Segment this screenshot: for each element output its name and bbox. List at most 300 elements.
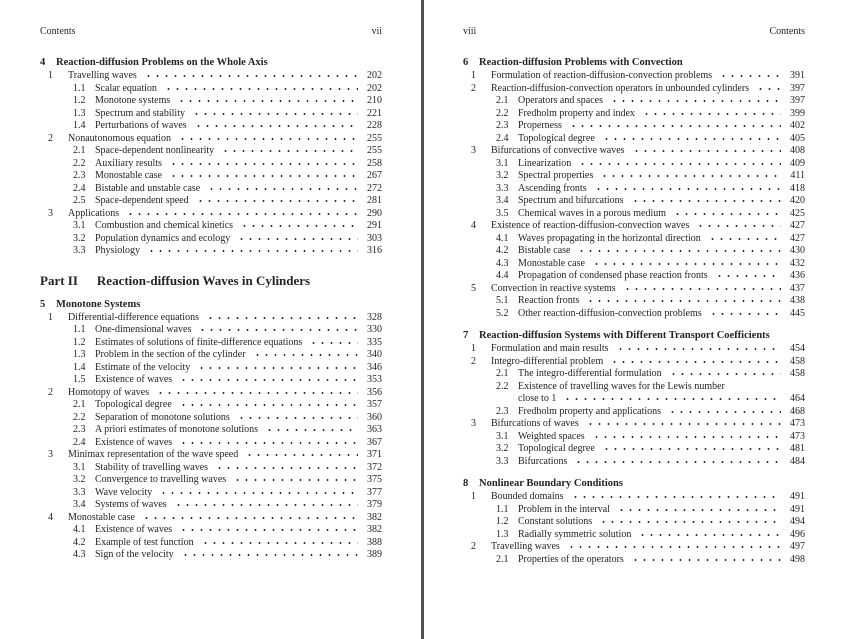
entry-page: 363	[367, 424, 382, 435]
heading-number: 4	[40, 57, 46, 68]
dot-leader	[569, 491, 782, 499]
entry-label: Travelling waves	[68, 70, 137, 81]
entry-page: 454	[790, 343, 805, 354]
toc-entry	[40, 245, 382, 258]
running-header	[463, 26, 805, 38]
dot-leader	[621, 283, 781, 291]
toc-entry	[463, 208, 805, 221]
running-header	[40, 26, 382, 38]
dot-leader	[592, 183, 781, 191]
entry-label: Homotopy of waves	[68, 386, 150, 398]
dot-leader	[213, 462, 358, 470]
toc-blocks	[40, 56, 382, 562]
entry-page: 420	[790, 195, 805, 206]
dot-leader	[576, 158, 781, 166]
entry-page: 372	[367, 461, 382, 473]
entry-label: Estimates of solutions of finite-difference equations	[95, 336, 303, 348]
entry-page: 427	[790, 220, 805, 231]
entry-number: 2	[48, 132, 53, 144]
entry-number: 2.4	[73, 436, 86, 448]
entry-number: 4.3	[496, 257, 509, 269]
dot-leader	[157, 487, 358, 495]
entry-label: Existence of waves	[95, 524, 173, 535]
heading-title: Reaction-diffusion Problems with Convection	[479, 57, 683, 68]
entry-number: 2.3	[73, 170, 86, 181]
entry-number: 2	[48, 386, 53, 398]
entry-label: Constant solutions	[518, 516, 593, 527]
entry-label: Spectral properties	[518, 170, 594, 181]
dot-leader	[567, 120, 781, 128]
entry-page: 391	[790, 70, 805, 81]
entry-page: 377	[367, 486, 382, 498]
dot-leader	[565, 541, 781, 549]
entry-number: 1	[471, 491, 476, 502]
entry-label: Spectrum and bifurcations	[518, 195, 624, 206]
chapter-block	[40, 298, 382, 562]
entry-number: 3.2	[73, 474, 86, 485]
entry-page: 402	[790, 120, 805, 131]
entry-number: 3	[48, 449, 53, 460]
dot-leader	[140, 512, 358, 520]
toc-entry	[463, 283, 805, 296]
entry-page: 494	[790, 516, 805, 527]
heading-number: 7	[463, 330, 469, 341]
entry-label: A priori estimates of monotone solutions	[95, 424, 259, 435]
toc-entry	[463, 70, 805, 83]
dot-leader	[177, 374, 358, 382]
entry-label: Scalar equation	[95, 82, 157, 94]
toc-entry	[463, 308, 805, 321]
entry-label: Propagation of condensed phase reaction fronts	[518, 270, 708, 281]
dot-leader	[572, 456, 781, 464]
heading-number: 5	[40, 298, 46, 310]
toc-entry	[463, 95, 805, 108]
toc-entry	[463, 418, 805, 431]
dot-leader	[219, 145, 358, 153]
entry-label: Applications	[68, 207, 120, 219]
dot-leader	[597, 516, 781, 524]
toc-entry	[40, 120, 382, 133]
right-page	[463, 26, 805, 566]
chapter-block	[463, 477, 805, 566]
entry-page: 436	[790, 270, 805, 281]
toc-entry	[463, 83, 805, 96]
toc-entry	[40, 487, 382, 500]
toc-entry	[40, 337, 382, 350]
entry-label: Problem in the section of the cylinder	[95, 349, 246, 360]
chapter-heading	[463, 477, 805, 491]
toc-entry	[463, 220, 805, 233]
dot-leader	[630, 145, 781, 153]
entry-number: 5.1	[496, 295, 509, 306]
toc-entry	[40, 133, 382, 146]
entry-page: 357	[367, 399, 382, 410]
entry-number: 2	[471, 355, 476, 367]
entry-page: 272	[367, 182, 382, 194]
entry-number: 3	[48, 207, 53, 219]
toc-entry	[40, 387, 382, 400]
dot-leader	[195, 362, 358, 370]
chapter-block	[463, 329, 805, 468]
entry-page: 328	[367, 311, 382, 323]
dot-leader	[196, 324, 358, 332]
entry-page: 397	[790, 95, 805, 106]
entry-label: Population dynamics and ecology	[95, 232, 231, 244]
entry-page: 371	[367, 449, 382, 460]
entry-number: 1.2	[496, 516, 509, 527]
entry-page: 281	[367, 195, 382, 206]
entry-label: Convergence to travelling waves	[95, 474, 227, 485]
entry-page: 418	[790, 182, 805, 194]
entry-label: Nonautonomous equation	[68, 132, 172, 144]
entry-number: 1.3	[73, 349, 86, 360]
toc-entry	[40, 158, 382, 171]
entry-page: 375	[367, 474, 382, 485]
entry-label: Existence of waves	[95, 374, 173, 385]
entry-number: 1	[471, 343, 476, 354]
entry-label: Monotone systems	[95, 95, 171, 106]
entry-number: 3.3	[73, 486, 86, 498]
dot-leader	[263, 424, 358, 432]
entry-page: 267	[367, 170, 382, 181]
toc-entry	[463, 170, 805, 183]
toc-entry	[40, 549, 382, 562]
entry-page: 382	[367, 524, 382, 535]
entry-number: 3.4	[73, 499, 86, 510]
toc-entry	[463, 431, 805, 444]
toc-entry	[463, 491, 805, 504]
entry-page: 425	[790, 207, 805, 219]
entry-page: 432	[790, 257, 805, 269]
toc-entry	[463, 554, 805, 567]
entry-page: 202	[367, 70, 382, 81]
entry-label: Reaction fronts	[518, 295, 580, 306]
entry-page: 411	[790, 170, 805, 181]
entry-number: 2.3	[73, 424, 86, 435]
entry-label: Integro-differential problem	[491, 355, 604, 367]
entry-number: 4	[48, 511, 53, 523]
toc-entry	[463, 108, 805, 121]
entry-page: 430	[790, 245, 805, 256]
toc-entry	[40, 70, 382, 83]
entry-label: Perturbations of waves	[95, 120, 187, 131]
dot-leader	[666, 406, 781, 414]
dot-leader	[614, 343, 782, 351]
entry-number: 2.2	[496, 107, 509, 119]
entry-number: 3.3	[73, 245, 86, 256]
entry-label: Travelling waves	[491, 541, 560, 552]
entry-page: 202	[367, 82, 382, 94]
entry-number: 1	[471, 70, 476, 81]
heading-number: 8	[463, 478, 469, 489]
entry-number: 3.2	[496, 170, 509, 181]
page-number-folio: vii	[371, 26, 382, 37]
entry-number: 1.3	[496, 528, 509, 540]
toc-entry	[463, 443, 805, 456]
entry-page: 399	[790, 107, 805, 119]
entry-label: Topological degree	[95, 399, 172, 410]
entry-label: Weighted spaces	[518, 430, 585, 442]
entry-label: Topological degree	[518, 443, 595, 454]
entry-label: Differential-difference equations	[68, 311, 199, 323]
toc-entry	[463, 183, 805, 196]
entry-page: 497	[790, 541, 805, 552]
entry-number: 1.1	[73, 82, 86, 94]
dot-leader	[235, 412, 358, 420]
entry-page: 388	[367, 536, 382, 548]
chapter-heading	[40, 56, 382, 70]
part-block	[40, 272, 382, 289]
entry-label: Wave velocity	[95, 486, 153, 498]
toc-entry	[40, 512, 382, 525]
entry-number: 2.2	[73, 157, 86, 169]
toc-entry	[463, 245, 805, 258]
entry-number: 3.2	[496, 443, 509, 454]
toc-entry	[40, 83, 382, 96]
entry-page: 438	[790, 295, 805, 306]
entry-page: 346	[367, 361, 382, 373]
dot-leader	[172, 499, 358, 507]
dot-leader	[243, 449, 358, 457]
dot-leader	[167, 170, 358, 178]
entry-page: 228	[367, 120, 382, 131]
toc-entry	[463, 541, 805, 554]
toc-entry	[40, 312, 382, 325]
entry-label: Example of test function	[95, 536, 194, 548]
entry-page: 255	[367, 145, 382, 156]
heading-title: Monotone Systems	[56, 298, 141, 310]
entry-page: 379	[367, 499, 382, 510]
toc-entry	[40, 220, 382, 233]
toc-entry	[463, 406, 805, 419]
dot-leader	[600, 443, 781, 451]
entry-page: 468	[790, 405, 805, 417]
entry-number: 2.1	[73, 399, 86, 410]
entry-number: 2.1	[496, 553, 509, 565]
entry-label: Operators and spaces	[518, 95, 603, 106]
entry-page: 290	[367, 207, 382, 219]
entry-number: 1.3	[73, 107, 86, 119]
toc-entry	[463, 516, 805, 529]
dot-leader	[629, 554, 781, 562]
entry-label: Monostable case	[518, 257, 585, 269]
page-number-folio: viii	[463, 26, 477, 37]
entry-page: 484	[790, 455, 805, 467]
entry-number: 1.4	[73, 120, 86, 131]
dot-leader	[575, 245, 781, 253]
entry-label: Properties of the operators	[518, 553, 624, 565]
entry-label: Separation of monotone solutions	[95, 411, 230, 423]
entry-number: 1.2	[73, 336, 86, 348]
entry-number: 2.1	[496, 368, 509, 379]
entry-page: 356	[367, 386, 382, 398]
entry-label: Monostable case	[68, 511, 135, 523]
entry-number: 5.2	[496, 307, 509, 319]
entry-page: 303	[367, 232, 382, 244]
entry-page: 496	[790, 528, 805, 540]
entry-number: 3.2	[73, 232, 86, 244]
entry-number: 2.4	[73, 182, 86, 194]
entry-page: 382	[367, 511, 382, 523]
entry-number: 1.1	[73, 324, 86, 335]
entry-page: 397	[790, 82, 805, 94]
entry-page: 437	[790, 282, 805, 294]
dot-leader	[584, 295, 781, 303]
entry-number: 1.4	[73, 361, 86, 373]
entry-number: 2.2	[496, 380, 509, 392]
entry-label: Space-dependent speed	[95, 195, 189, 206]
toc-entry	[40, 233, 382, 246]
entry-page: 405	[790, 132, 805, 144]
heading-title: Reaction-diffusion Waves in Cylinders	[96, 272, 311, 288]
dot-leader	[205, 183, 358, 191]
entry-number: 1	[48, 311, 53, 323]
entry-page: 335	[367, 336, 382, 348]
part-heading	[40, 272, 382, 289]
entry-page: 221	[367, 107, 382, 119]
toc-entry	[40, 362, 382, 375]
entry-page: 458	[790, 355, 805, 367]
entry-label: Chemical waves in a porous medium	[518, 207, 667, 219]
dot-leader	[190, 108, 358, 116]
toc-entry	[40, 474, 382, 487]
entry-label: Bistable and unstable case	[95, 182, 201, 194]
toc-entry	[463, 368, 805, 381]
entry-number: 3.3	[496, 182, 509, 194]
toc-entry	[463, 529, 805, 542]
entry-number: 4	[471, 220, 476, 231]
entry-label: Bistable case	[518, 245, 571, 256]
dot-leader	[636, 529, 781, 537]
entry-number: 5	[471, 282, 476, 294]
entry-label: One-dimensional waves	[95, 324, 192, 335]
entry-page: 255	[367, 132, 382, 144]
entry-number: 4.1	[496, 232, 509, 244]
heading-title: Reaction-diffusion Systems with Different Transport Coefficients	[479, 330, 770, 341]
entry-page: 353	[367, 374, 382, 385]
toc-entry	[40, 399, 382, 412]
dot-leader	[629, 195, 781, 203]
toc-entry	[463, 133, 805, 146]
entry-label: Monostable case	[95, 170, 162, 181]
entry-number: 2.1	[496, 95, 509, 106]
toc-entry	[463, 504, 805, 517]
entry-label: Minimax representation of the wave speed	[68, 449, 239, 460]
toc-entry	[40, 183, 382, 196]
dot-leader	[561, 393, 781, 401]
entry-label: Existence of reaction-diffusion-convection waves	[491, 220, 690, 231]
toc-entry	[463, 145, 805, 158]
entry-page: 389	[367, 549, 382, 560]
toc-entry	[40, 208, 382, 221]
entry-number: 2.1	[73, 145, 86, 156]
entry-page: 330	[367, 324, 382, 335]
chapter-heading	[40, 298, 382, 312]
entry-label: Existence of travelling waves for the Lewis number	[518, 380, 725, 392]
entry-number: 4.1	[73, 524, 86, 535]
dot-leader	[194, 195, 358, 203]
entry-number: 2.3	[496, 120, 509, 131]
running-header-title: Contents	[40, 26, 76, 37]
entry-label: Properness	[518, 120, 562, 131]
dot-leader	[667, 368, 781, 376]
dot-leader	[754, 83, 781, 91]
dot-leader	[713, 270, 781, 278]
toc-entry	[40, 145, 382, 158]
entry-number: 3.1	[496, 430, 509, 442]
entry-page: 464	[790, 393, 805, 404]
dot-leader	[192, 120, 358, 128]
dot-leader	[124, 208, 358, 216]
entry-label: Estimate of the velocity	[95, 361, 191, 373]
dot-leader	[584, 418, 781, 426]
entry-number: 2	[471, 82, 476, 94]
dot-leader	[162, 83, 358, 91]
entry-number: 3	[471, 418, 476, 429]
toc-entry	[463, 258, 805, 271]
dot-leader	[238, 220, 358, 228]
toc-entry	[463, 295, 805, 308]
entry-page: 481	[790, 443, 805, 454]
dot-leader	[608, 95, 781, 103]
entry-page: 473	[790, 418, 805, 429]
entry-page: 258	[367, 157, 382, 169]
entry-page: 360	[367, 411, 382, 423]
entry-number: 1	[48, 70, 53, 81]
entry-label: Formulation of reaction-diffusion-convection problems	[491, 70, 713, 81]
entry-label: Bifurcations of waves	[491, 418, 579, 429]
toc-entry	[463, 120, 805, 133]
entry-number: 3	[471, 145, 476, 156]
entry-label: Systems of waves	[95, 499, 167, 510]
toc-entry	[40, 524, 382, 537]
entry-number: 2.5	[73, 195, 86, 206]
chapter-block	[40, 56, 382, 258]
entry-number: 4.3	[73, 549, 86, 560]
book-spine-divider	[421, 0, 424, 639]
toc-entry	[463, 195, 805, 208]
entry-label: Convection in reactive systems	[491, 282, 616, 294]
entry-page: 491	[790, 503, 805, 515]
toc-entry	[40, 499, 382, 512]
entry-label: Spectrum and stability	[95, 107, 185, 119]
dot-leader	[307, 337, 358, 345]
entry-label: Bounded domains	[491, 491, 564, 502]
entry-label: Space-dependent nonlinearity	[95, 145, 215, 156]
entry-label: Bifurcations	[518, 455, 568, 467]
entry-label: Linearization	[518, 157, 572, 169]
entry-number: 4.4	[496, 270, 509, 281]
entry-label: Radially symmetric solution	[518, 528, 632, 540]
entry-page: 316	[367, 245, 382, 256]
entry-page: 498	[790, 553, 805, 565]
dot-leader	[590, 431, 781, 439]
left-page	[40, 26, 382, 562]
entry-page: 445	[790, 307, 805, 319]
dot-leader	[598, 170, 781, 178]
entry-number: 3.1	[496, 157, 509, 169]
dot-leader	[717, 70, 781, 78]
toc-entry	[40, 537, 382, 550]
dot-leader	[640, 108, 781, 116]
heading-number: 6	[463, 57, 469, 68]
toc-entry	[463, 233, 805, 246]
entry-label: Problem in the interval	[518, 503, 610, 515]
dot-leader	[167, 158, 358, 166]
toc-entry	[40, 462, 382, 475]
dot-leader	[177, 399, 358, 407]
toc-entry	[40, 324, 382, 337]
